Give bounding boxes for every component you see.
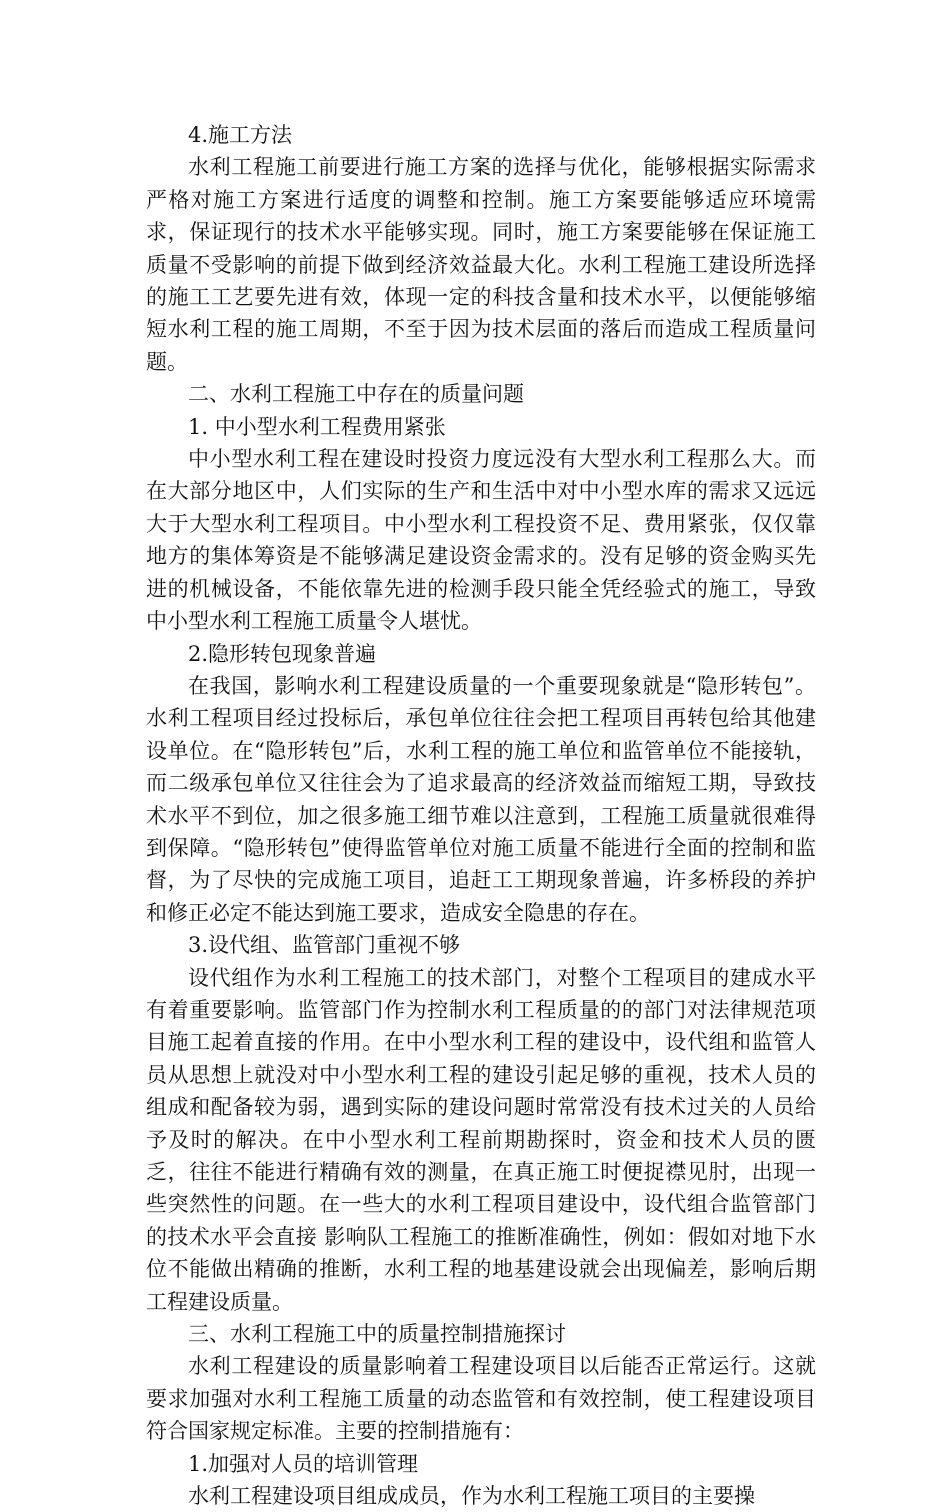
paragraph-quality-control-intro: 水利工程建设的质量影响着工程建设项目以后能否正常运行。这就要求加强对水利工程施工质量的动态监管和有效控制，使工程建设项目符合国家规定标准。主要的控制措施有： bbox=[146, 1354, 816, 1444]
document-body bbox=[146, 119, 816, 1512]
section-heading-quality-problems: 二、水利工程施工中存在的质量问题 bbox=[188, 382, 524, 407]
paragraph-funding-shortage: 中小型水利工程在建设时投资力度远没有大型水利工程那么大。而在大部分地区中，人们实际的生产和生活中对中小型水库的需求又远远大于大型水利工程项目。中小型水利工程投资不足、费用紧张，仅仅靠地方的集体筹资是不能够满足建设资金需求的。没有足够的资金购买先进的机械设备，不能依靠先进的检测手段只能全凭经验式的施工，导致中小型水利工程施工质量令人堪忧。 bbox=[146, 447, 816, 634]
section-heading-quality-control: 三、水利工程施工中的质量控制措施探讨 bbox=[188, 1322, 566, 1347]
subheading-insufficient-attention: 3.设代组、监管部门重视不够 bbox=[188, 933, 461, 958]
subheading-personnel-training: 1.加强对人员的培训管理 bbox=[188, 1451, 419, 1476]
subheading-funding-shortage: 1. 中小型水利工程费用紧张 bbox=[188, 414, 446, 439]
paragraph-hidden-subcontracting: 在我国，影响水利工程建设质量的一个重要现象就是“隐形转包”。水利工程项目经过投标后，承包单位往往会把工程项目再转包给其他建设单位。在“隐形转包”后，水利工程的施工单位和监管单位不能接轨，而二级承包单位又往往会为了追求最高的经济效益而缩短工期，导致技术水平不到位，加之很多施工细节难以注意到，工程施工质量就很难得到保障。“隐形转包”使得监管单位对施工质量不能进行全面的控制和监督，为了尽快的完成施工项目，追赶工工期现象普遍，许多桥段的养护和修正必定不能达到施工要求，造成安全隐患的存在。 bbox=[146, 673, 816, 925]
paragraph-insufficient-attention: 设代组作为水利工程施工的技术部门，对整个工程项目的建成水平有着重要影响。监管部门作为控制水利工程质量的的部门对法律规范项目施工起着直接的作用。在中小型水利工程的建设中，设代组和监管人员从思想上就没对中小型水利工程的建设引起足够的重视，技术人员的组成和配备较为弱，遇到实际的建设问题时常常没有技术过关的人员给予及时的解决。在中小型水利工程前期勘探时，资金和技术人员的匮乏，往往不能进行精确有效的测量，在真正施工时便捉襟见肘，出现一些突然性的问题。在一些大的水利工程项目建设中，设代组合监管部门的技术水平会直接 影响队工程施工的推断准确性，例如：假如对地下水位不能做出精确的推断，水利工程的地基建设就会出现偏差，影响后期工程建设质量。 bbox=[146, 965, 816, 1314]
subheading-hidden-subcontracting: 2.隐形转包现象普遍 bbox=[188, 641, 377, 666]
paragraph-personnel-training: 水利工程建设项目组成成员，作为水利工程施工项目的主要操 bbox=[188, 1484, 755, 1509]
section-heading-construction-method: 4.施工方法 bbox=[188, 123, 293, 147]
paragraph-construction-method: 水利工程施工前要进行施工方案的选择与优化，能够根据实际需求严格对施工方案进行适度的调整和控制。施工方案要能够适应环境需求，保证现行的技术水平能够实现。同时，施工方案要能够在保证施工质量不受影响的前提下做到经济效益最大化。水利工程施工建设所选择的施工工艺要先进有效，体现一定的科技含量和技术水平，以便能够缩短水利工程的施工周期，不至于因为技术层面的落后而造成工程质量问题。 bbox=[146, 155, 816, 374]
